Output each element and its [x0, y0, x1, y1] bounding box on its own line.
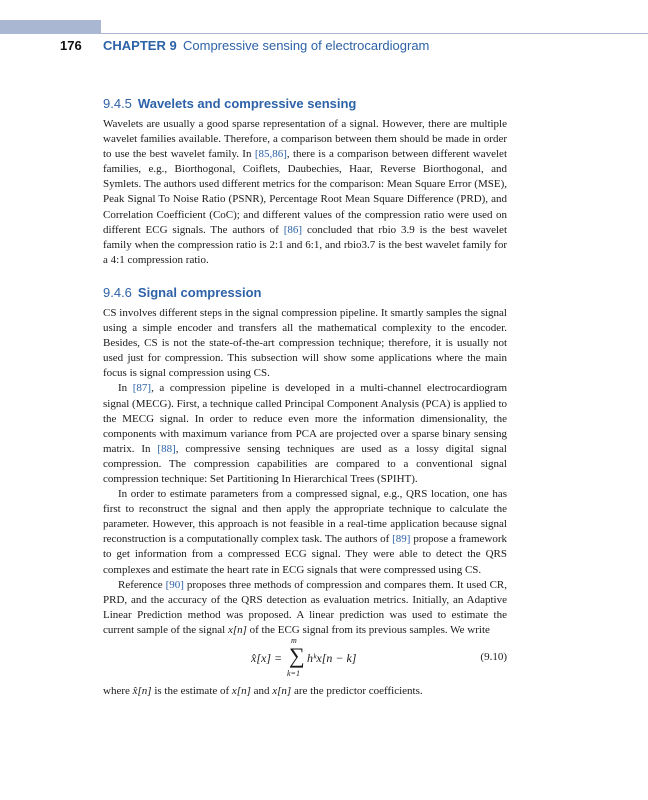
math-variable: x[n] — [272, 685, 292, 697]
paragraph-linear-prediction: Reference [90] proposes three methods of compression and compares them. It used CR, PRD, and the accuracy of the QRS detection as evaluation metrics. Initially, an Adaptive Linear Prediction method was proposed. A linear prediction was used to estimate the current sample of the signal x[n] of the ECG signal from its previous samples. We write — [103, 578, 508, 636]
equation-number: (9.10) — [480, 651, 507, 663]
citation-link[interactable]: [90] — [165, 578, 184, 591]
equation-formula — [251, 638, 381, 684]
section-heading-9-4-5 — [103, 96, 507, 111]
equation-lhs: x̂[x] = — [251, 651, 283, 665]
paragraph-mecg: In [87], a compression pipeline is developed in a multi-channel electrocardiogram signal (MECG). First, a technique called Principal Component Analysis (PCA) is applied to the MECG signal. In order to reduce even more the information dimensionality, the components with maximum variance from PCA are projected over a sparse binary sensing matrix. In [88], compressive sensing techniques are used as a lossy digital signal compression. The compression capabilities are compared to a conventional signal compression technique: Set Partitioning In Hierarchical Trees (SPIHT). — [103, 382, 507, 485]
page-body — [103, 96, 507, 699]
math-variable: x̂[n] — [132, 685, 152, 697]
citation-link[interactable]: [87] — [132, 382, 152, 395]
sum-lower-limit: k=1 — [287, 669, 300, 678]
section-heading-9-4-6 — [103, 285, 507, 300]
chapter-title: Compressive sensing of electrocardiogram — [183, 38, 430, 53]
header-accent-bar — [0, 20, 101, 34]
section-number: 9.4.6 — [103, 284, 132, 300]
paragraph-qrs-estimation: In order to estimate parameters from a compressed signal, e.g., QRS location, one has first to reconstruct the signal and then apply the appropriate technique to calculate the parameter. However, this approach is not feasible in a real-time application because signal reconstruction is a computationally complex task. The authors of [89] propose a framework to get information from a compressed ECG signal. They were able to detect the QRS complexes and estimate the heart rate in ECG signals that were compressed using CS. — [103, 488, 508, 576]
citation-link[interactable]: [86] — [283, 223, 303, 236]
section-title: Wavelets and compressive sensing — [137, 96, 357, 111]
header-rule — [101, 33, 648, 34]
math-variable: x[n] — [227, 623, 247, 636]
citation-link[interactable]: [89] — [392, 533, 411, 546]
paragraph-signal-compression-intro: CS involves different steps in the signal compression pipeline. It smartly samples the signal using a simple encoder and transfers all the mathematical complexity to the encoder. Besides, CS is not the state-of-the-art compression technique; therefore, it is usually not used just for compression. This subsection will show some applications where the main focus is signal compression using CS. — [103, 306, 507, 380]
page-number: 176 — [60, 38, 82, 53]
equation-rhs: hᵏx[n − k] — [307, 651, 357, 665]
citation-link[interactable]: [85,86] — [254, 148, 287, 161]
chapter-label: CHAPTER 9 — [103, 38, 177, 53]
citation-link[interactable]: [88] — [157, 442, 176, 455]
paragraph-equation-explanation: where x̂[n] is the estimate of x[n] and x[n] are the predictor coefficients. — [103, 685, 423, 697]
math-variable: x[n] — [231, 685, 251, 697]
summation-symbol: ∑ — [289, 643, 305, 668]
section-title: Signal compression — [137, 284, 262, 300]
section-number: 9.4.5 — [103, 96, 132, 111]
sum-upper-limit: m — [291, 636, 297, 645]
paragraph-wavelets: Wavelets are usually a good sparse representation of a signal. However, there are multiple wavelet families available. Therefore, a comparison between them should be made in order to use the best wavelet family. In [85,86], there is a comparison between different wavelet families, e.g., Biorthogonal, Coiflets, Daubechies, Haar, Reverse Biorthogonal, and Symlets. The authors used different metrics for the comparison: Mean Square Error (MSE), Peak Signal To Noise Ratio (PSNR), Percentage Root Mean Square Difference (PRD), and Correlation Coefficient (CoC); and different values of the compression ratio were used on different ECG signals. The authors of [86] concluded that rbio 3.9 is the best wavelet family when the compression ratio is 2:1 and 6:1, and rbio3.7 is the best wavelet family for a 4:1 compression ratio. — [103, 118, 507, 266]
equation-9-10 — [103, 638, 507, 684]
